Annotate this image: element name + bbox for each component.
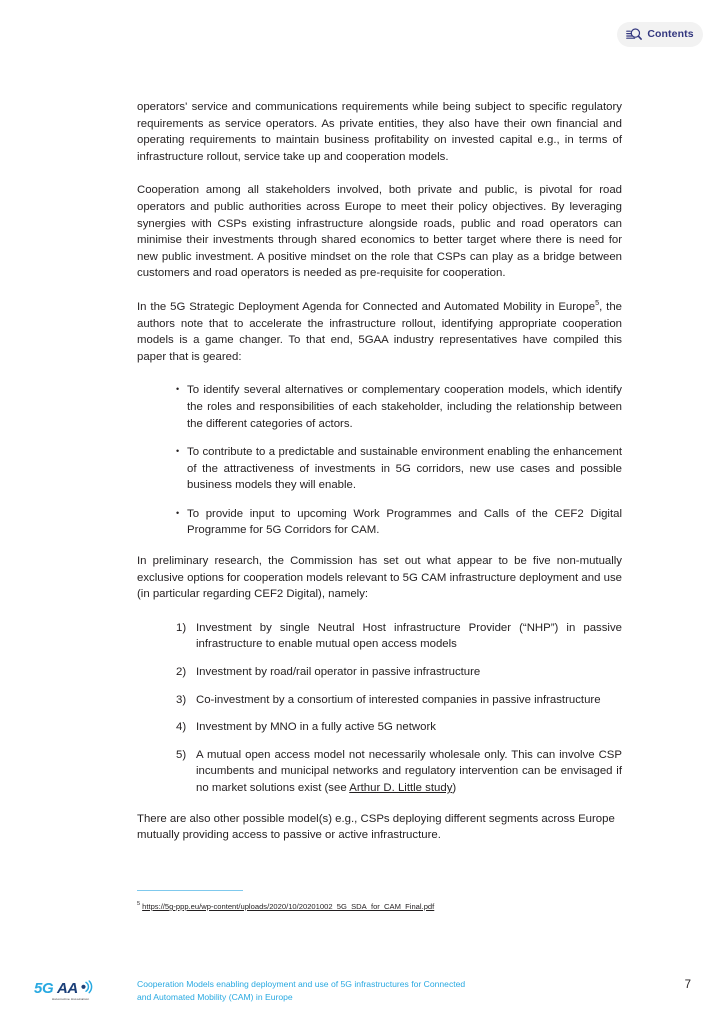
footnote-separator	[137, 890, 243, 891]
list-item: • To provide input to upcoming Work Programmes and Calls of the CEF2 Digital Programme for 5G Corridors for CAM.	[176, 506, 622, 539]
svg-text:5G: 5G	[34, 980, 54, 997]
footnote-url-link[interactable]: https://5g-ppp.eu/wp-content/uploads/2020/10/20201002_5G_SDA_for_CAM_Final.pdf	[142, 902, 435, 911]
footnote-entry-5	[137, 901, 622, 912]
footer-title-line-1: Cooperation Models enabling deployment and use of 5G infrastructures for Connected	[137, 979, 466, 989]
list-item-text-after-link: )	[452, 782, 457, 794]
5gaa-logo-subtitle: Automotive Association	[52, 997, 90, 1001]
cooperation-options-list	[137, 620, 622, 797]
document-body	[137, 99, 622, 861]
paragraph-sda-before: In the 5G Strategic Deployment Agenda for Connected and Automated Mobility in Europe	[137, 300, 596, 313]
paragraph-sda-after: , the authors note that to accelerate the infrastructure rollout, identifying appropriate cooperation models is a game changer. To that end, 5GAA industry representatives have compiled this paper that is geared:	[137, 300, 622, 363]
arthur-d-little-study-link[interactable]: Arthur D. Little study	[349, 782, 453, 794]
list-item: • To contribute to a predictable and sustainable environment enabling the enhancement of the attractiveness of investments in 5G corridors, new use cases and possible business models they will enable.	[176, 444, 622, 494]
footnote-marker: 5	[137, 901, 141, 908]
list-item: Co-investment by a consortium of interested companies in passive infrastructure	[196, 693, 601, 706]
objectives-bullet-list	[137, 382, 622, 539]
footer-document-title	[137, 978, 567, 1003]
list-item: Investment by single Neutral Host infrastructure Provider (“NHP”) in passive infrastructure to enable mutual open access models	[196, 621, 622, 651]
list-item	[176, 747, 622, 797]
contents-button-label: Contents	[647, 28, 694, 41]
paragraph-options-intro: In preliminary research, the Commission has set out what appear to be five non-mutually exclusive options for cooperation models relevant to 5G CAM infrastructure deployment and use (in particular regarding CEF2 Digital), namely:	[137, 555, 622, 601]
list-item: • To identify several alternatives or complementary cooperation models, which identify the roles and responsibilities of each stakeholder, including the relationship between the different categories of actors.	[176, 382, 622, 432]
paragraph-sda	[137, 299, 622, 365]
contents-button[interactable]	[617, 22, 703, 47]
list-item-text-before-link: A mutual open access model not necessarily wholesale only. This can involve CSP incumbents and municipal networks and regulatory intervention can be envisaged if no market solutions exist (see	[196, 748, 622, 794]
footnote-reference-5[interactable]: 5	[595, 298, 600, 308]
page-footer	[0, 966, 724, 1024]
paragraph-2: Cooperation among all stakeholders involved, both private and public, is pivotal for road operators and public authorities across Europe to meet their policy objectives. By leveraging synergies with CSPs existing infrastructure alongside roads, public and road operators can minimise their investments through shared economics to better target where there is need for new public investment. A positive mindset on the role that CSPs can play as a bridge between customers and road operators is needed as pre-requisite for cooperation.	[137, 184, 622, 280]
paragraph-closing: There are also other possible model(s) e.g., CSPs deploying different segments across Europe mutually providing access to passive or active infrastructure.	[137, 812, 615, 842]
svg-text:AA: AA	[57, 980, 78, 997]
footer-title-line-2: and Automated Mobility (CAM) in Europe	[137, 991, 293, 1002]
5gaa-logo	[34, 978, 110, 1004]
footnote-block	[137, 890, 622, 912]
paragraph-1: operators' service and communications requirements while being subject to specific regulatory requirements as service operators. As private entities, they also have their own financial and operating requirements to maintain business profitability on invested capital e.g., in terms of infrastructure rollout, service take up and cooperation models.	[137, 101, 622, 163]
search-contents-icon	[626, 27, 642, 42]
list-item: Investment by road/rail operator in passive infrastructure	[196, 666, 481, 679]
list-item: Investment by MNO in a fully active 5G network	[196, 721, 436, 734]
page-number: 7	[684, 979, 691, 991]
